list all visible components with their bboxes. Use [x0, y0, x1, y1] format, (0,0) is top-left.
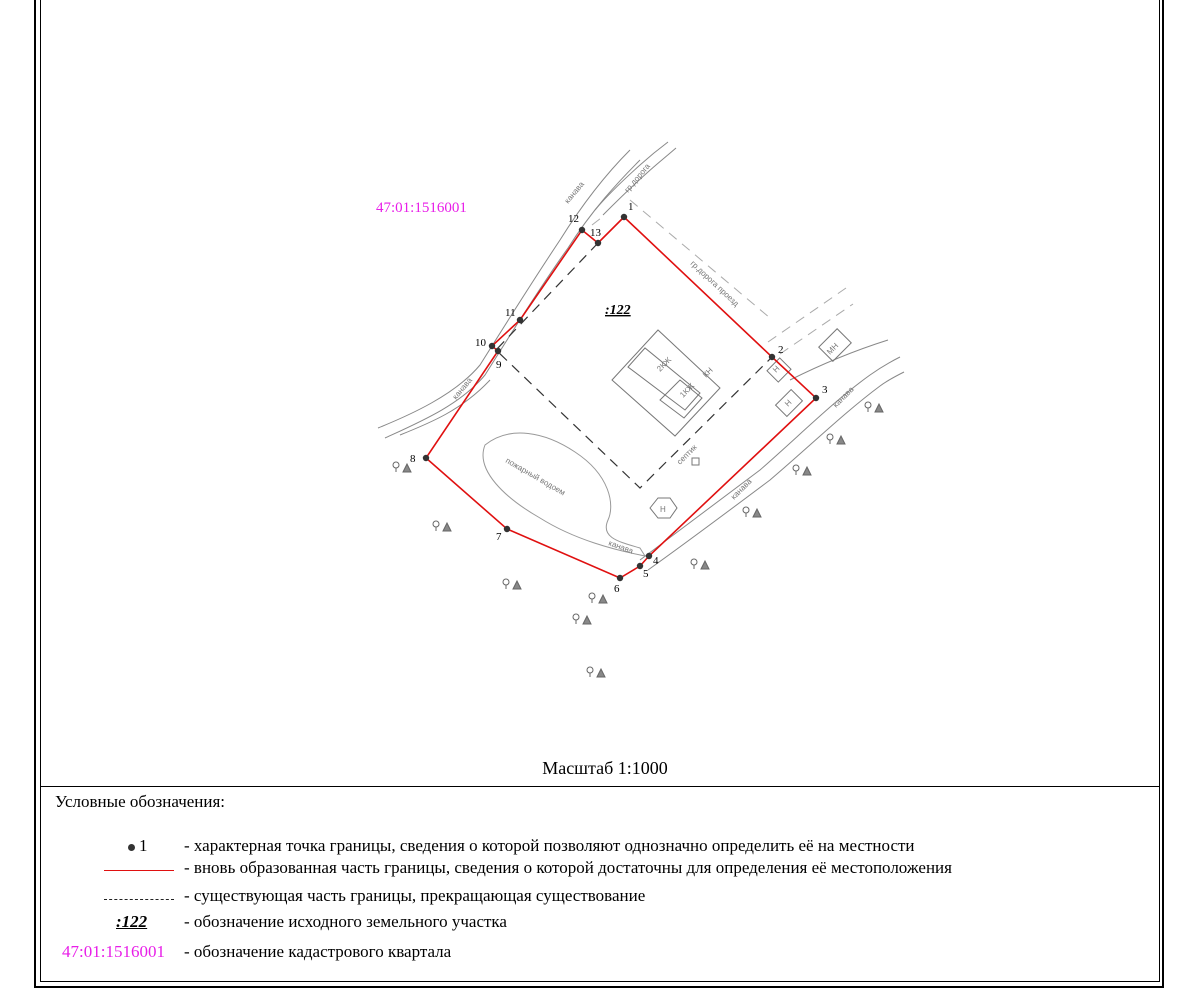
boundary-points — [410, 201, 828, 595]
legend-existing-line-icon — [104, 899, 174, 900]
legend-point-desc: - характерная точка границы, сведения о которой позволяют однозначно определить её на местности — [184, 836, 915, 855]
kn-label: КН — [701, 365, 715, 380]
legend-quarter-desc: - обозначение кадастрового квартала — [184, 942, 452, 961]
tree-icon — [827, 434, 845, 444]
boundary-point-6 — [617, 575, 623, 581]
hex-label: Н — [660, 505, 666, 514]
tree-icon — [691, 559, 709, 569]
tree-icon — [503, 579, 521, 589]
boundary-point-label-5: 5 — [643, 568, 649, 580]
house2-label: 1КЖ — [678, 381, 697, 400]
scale-label: Масштаб 1:1000 — [542, 758, 668, 778]
boundary-point-label-4: 4 — [653, 555, 659, 567]
ditch-left-lines — [378, 150, 640, 438]
legend-point-symbol — [128, 836, 148, 856]
tree-icon — [573, 614, 591, 624]
boundary-point-12 — [579, 227, 585, 233]
legend-title: Условные обозначения: — [55, 792, 226, 811]
boundary-point-2 — [769, 354, 775, 360]
mn-label: МН — [825, 341, 841, 357]
tree-icon — [393, 462, 411, 472]
boundary-point-label-1: 1 — [628, 201, 634, 213]
boundary-point-label-7: 7 — [496, 531, 502, 543]
boundary-point-label-11: 11 — [505, 307, 516, 319]
boundary-point-label-9: 9 — [496, 359, 502, 371]
boundary-point-3 — [813, 395, 819, 401]
boundary-point-label-13: 13 — [590, 227, 601, 239]
house-label: 2КЖ — [655, 355, 674, 374]
boundary-point-label-10: 10 — [475, 337, 486, 349]
boundary-point-label-6: 6 — [614, 583, 620, 595]
boundary-point-7 — [504, 526, 510, 532]
pond-label: пожарный водоем — [504, 455, 567, 498]
ditch-label-mid: канава — [729, 476, 754, 502]
legend-quarter-symbol: 47:01:1516001 — [62, 942, 165, 961]
boundary-point-label-3: 3 — [822, 384, 828, 396]
boundary-point-11 — [517, 317, 523, 323]
fire-pond — [483, 433, 645, 556]
boundary-point-13 — [595, 240, 601, 246]
tree-icon — [589, 593, 607, 603]
house-building — [612, 330, 720, 436]
shed2-label: Н — [783, 397, 794, 409]
tree-icon — [865, 402, 883, 412]
boundary-point-label-8: 8 — [410, 453, 416, 465]
point-dot-icon — [128, 844, 135, 851]
trees-group — [393, 402, 883, 677]
legend-parcel-symbol: :122 — [116, 912, 148, 931]
shed1-label: Н — [771, 363, 782, 375]
boundary-point-4 — [646, 553, 652, 559]
legend-new-desc: - вновь образованная часть границы, сведения о которой достаточны для определения её местоположения — [184, 858, 952, 877]
boundary-point-label-12: 12 — [568, 213, 579, 225]
tree-icon — [587, 667, 605, 677]
legend-parcel-desc: - обозначение исходного земельного участка — [184, 912, 507, 931]
legend-existing-desc: - существующая часть границы, прекращающая существование — [184, 886, 646, 905]
tree-icon — [433, 521, 451, 531]
ditch-label-right: канава — [831, 384, 856, 410]
legend-point-number: 1 — [139, 836, 148, 855]
tree-icon — [743, 507, 761, 517]
tree-icon — [793, 465, 811, 475]
boundary-point-9 — [495, 348, 501, 354]
road-label-driveway: гр.дорога проезд — [688, 258, 741, 309]
boundary-point-10 — [489, 343, 495, 349]
ditch-label-upper: канава — [562, 179, 586, 206]
existing-boundary — [496, 243, 772, 488]
legend-new-line-icon — [104, 870, 174, 871]
boundary-point-1 — [621, 214, 627, 220]
ditch-label-lower: канава — [607, 538, 635, 556]
ditch-label-left: канава — [450, 375, 474, 402]
boundary-point-label-2: 2 — [778, 344, 784, 356]
small-buildings — [650, 329, 851, 518]
quarter-label: 47:01:1516001 — [376, 200, 467, 216]
parcel-label: :122 — [605, 303, 631, 318]
septic-label: септик — [675, 442, 699, 467]
boundary-point-8 — [423, 455, 429, 461]
road-label-upper: гр.дорога — [622, 161, 652, 195]
new-boundary — [426, 217, 816, 578]
